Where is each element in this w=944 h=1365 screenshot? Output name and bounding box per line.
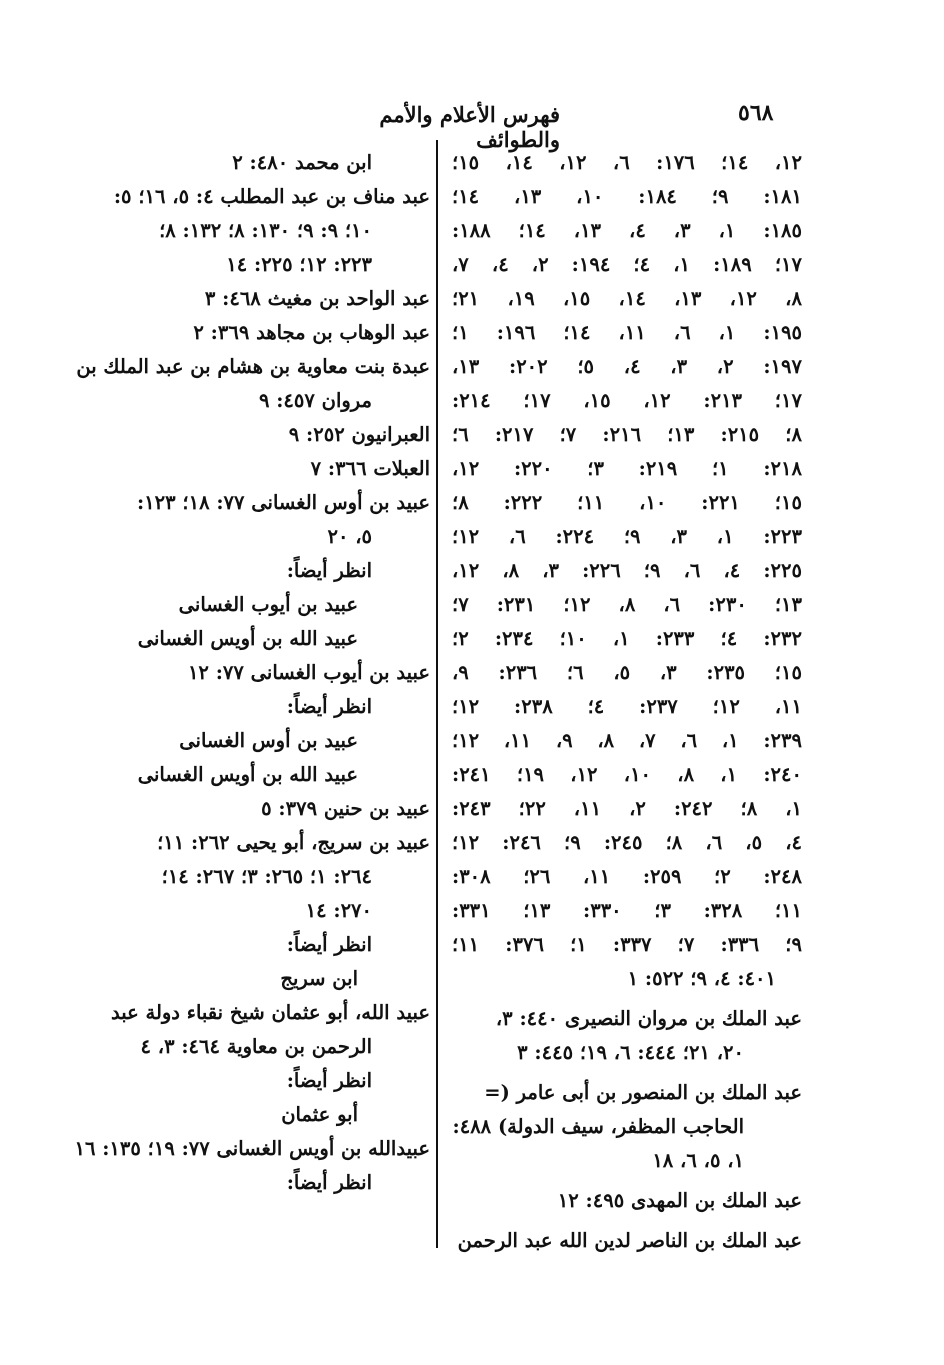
index-entry: عبد الملك بن مروان النصيرى ٤٤٠: ٣، [495, 1007, 802, 1030]
index-entry: عبد الملك بن المهدى ٤٩٥: ١٢ [557, 1189, 802, 1212]
index-line: ١٠؛ ٩: ٩؛ ١٣٠: ٨؛ ١٣٢: ٨؛ [159, 219, 372, 242]
index-line: ١٥؛ ٢٢١: ١٠، ١١؛ ٢٢٢: ٨؛ [452, 491, 802, 514]
index-line: ١٩٥: ١، ٦، ١١، ١٤؛ ١٩٦: ١؛ [452, 321, 802, 344]
index-line: ٩؛ ٣٣٦: ٧؛ ٣٣٧: ١؛ ٣٧٦: ١١؛ [452, 933, 802, 956]
index-line: ٤، ٥، ٦، ٨؛ ٢٤٥: ٩؛ ٢٤٦: ١٢؛ [452, 831, 802, 854]
index-entry: العبرانيون ٢٥٢: ٩ [288, 423, 430, 446]
index-line: ٢٠، ٢١؛ ٤٤٤: ٦، ١٩؛ ٤٤٥: ٣ [517, 1041, 744, 1064]
cross-reference: عبيد بن أيوب الغسانى [178, 593, 358, 616]
index-line: ١٧؛ ٢١٣: ١٢، ١٥، ١٧؛ ٢١٤: [452, 389, 802, 412]
cross-reference: ابن سريج [280, 967, 358, 990]
index-entry: عبد الوهاب بن مجاهد ٣٦٩: ٢ [193, 321, 430, 344]
index-line: ١٣؛ ٢٣٠: ٦، ٨، ١٢؛ ٢٣١: ٧؛ [452, 593, 802, 616]
cross-reference: أبو عثمان [281, 1103, 358, 1126]
index-line: مروان ٤٥٧: ٩ [258, 389, 372, 412]
index-line: ١٢، ١٤؛ ١٧٦: ٦، ١٢، ١٤، ١٥؛ [452, 151, 802, 174]
index-line: ٢٢٣: ١، ٣، ٩؛ ٢٢٤: ٦، ١٢؛ [452, 525, 802, 548]
cross-reference: عبيد الله بن أويس الغسانى [137, 627, 358, 650]
index-entry: عبدة بنت معاوية بن هشام بن عبد الملك بن [76, 355, 430, 378]
index-entry: عبيد بن سريج، أبو يحيى ٢٦٢: ١١؛ [157, 831, 430, 854]
index-line: انظر أيضاً: [286, 1171, 372, 1194]
index-entry: عبد الواحد بن مغيث ٤٦٨: ٣ [204, 287, 430, 310]
index-line: ١، ٨؛ ٢٤٢: ٢، ١١، ٢٢؛ ٢٤٣: [452, 797, 802, 820]
cross-reference: عبيد الله بن أويس الغسانى [137, 763, 358, 786]
index-line: ٢٣٩: ١، ٦، ٧، ٨، ٩، ١١، ١٢؛ [452, 729, 802, 752]
index-column-right [452, 146, 802, 1258]
page-header [0, 96, 944, 152]
index-entry: عبيد بن حنين ٣٧٩: ٥ [261, 797, 430, 820]
index-line: ٢١٨: ١؛ ٢١٩: ٣؛ ٢٢٠: ١٢، [452, 457, 802, 480]
index-line: ٥، ٢٠ [327, 525, 372, 548]
index-line: انظر أيضاً: [286, 559, 372, 582]
index-line: انظر أيضاً: [286, 933, 372, 956]
index-entry: عبيدالله بن أويس الغسانى ٧٧: ١٩؛ ١٣٥: ١٦ [74, 1137, 430, 1160]
index-entry: العبلات ٣٦٦: ٧ [310, 457, 430, 480]
index-entry: عبد الملك بن المنصور بن أبى عامر (= [484, 1081, 802, 1104]
index-line: انظر أيضاً: [286, 695, 372, 718]
index-line: ١٥؛ ٢٣٥: ٣، ٥، ٦؛ ٢٣٦: ٩، [452, 661, 802, 684]
index-line: ٤٠١: ٤، ٩؛ ٥٢٢: ١ [627, 967, 776, 990]
index-line: ٢٧٠: ١٤ [305, 899, 372, 922]
index-line: ٨، ١٢، ١٣، ١٤، ١٥، ١٩، ٢١؛ [452, 287, 802, 310]
page-number: ٥٦٨ [738, 100, 774, 126]
index-line: ١١، ١٢؛ ٢٣٧: ٤؛ ٢٣٨: ١٢؛ [452, 695, 802, 718]
index-entry: عبد مناف بن عبد المطلب ٤: ٥، ١٦؛ ٥: [113, 185, 430, 208]
cross-reference: عبيد بن أوس الغسانى [179, 729, 358, 752]
column-divider [436, 140, 438, 1248]
index-line: ١١؛ ٣٢٨: ٣؛ ٣٣٠: ١٣؛ ٣٣١: [452, 899, 802, 922]
index-entry: عبيد الله، أبو عثمان شيخ نقباء دولة عبد [110, 1001, 430, 1024]
index-line: ١٧؛ ١٨٩: ١، ٤؛ ١٩٤: ٢، ٤، ٧، [452, 253, 802, 276]
index-line: ٢٢٣: ١٢؛ ٢٢٥: ١٤ [226, 253, 372, 276]
index-line: ١٨٥: ١، ٣، ٤، ١٣، ١٤؛ ١٨٨: [452, 219, 802, 242]
index-line: ٢٤٠: ١، ٨، ١٠، ١٢، ١٩؛ ٢٤١: [452, 763, 802, 786]
index-line: ٢٤٨: ٢؛ ٢٥٩: ١١، ٢٦؛ ٣٠٨: [452, 865, 802, 888]
index-line: الرحمن بن معاوية ٤٦٤: ٣، ٤ [140, 1035, 372, 1058]
index-line: ابن محمد ٤٨٠: ٢ [232, 151, 372, 174]
index-line: ٢٣٢: ٤؛ ٢٣٣: ١، ١٠؛ ٢٣٤: ٢؛ [452, 627, 802, 650]
index-line: ١٨١: ٩؛ ١٨٤: ١٠، ١٣، ١٤؛ [452, 185, 802, 208]
index-line: انظر أيضاً: [286, 1069, 372, 1092]
index-line: ١٩٧: ٢، ٣، ٤، ٥؛ ٢٠٢: ١٣، [452, 355, 802, 378]
index-line: ٢٦٤: ١؛ ٢٦٥: ٣؛ ٢٦٧: ١٤؛ [161, 865, 372, 888]
index-entry: عبد الملك بن الناصر لدين الله عبد الرحمن [457, 1229, 802, 1252]
index-line: ٢٢٥: ٤، ٦، ٩؛ ٢٢٦: ٣، ٨، ١٢، [452, 559, 802, 582]
index-entry: عبيد بن أوس الغسانى ٧٧: ١٨؛ ١٢٣: [136, 491, 430, 514]
running-title: فهرس الأعلام والأمم والطوائف [379, 102, 560, 152]
index-line: ١، ٥، ٦، ١٨ [652, 1149, 744, 1172]
index-entry: عبيد بن أيوب الغسانى ٧٧: ١٢ [187, 661, 430, 684]
index-line: ٨؛ ٢١٥: ١٣؛ ٢١٦: ٧؛ ٢١٧: ٦؛ [452, 423, 802, 446]
index-column-left [74, 146, 430, 1200]
index-line: الحاجب المظفر، سيف الدولة) ٤٨٨: [452, 1115, 744, 1138]
